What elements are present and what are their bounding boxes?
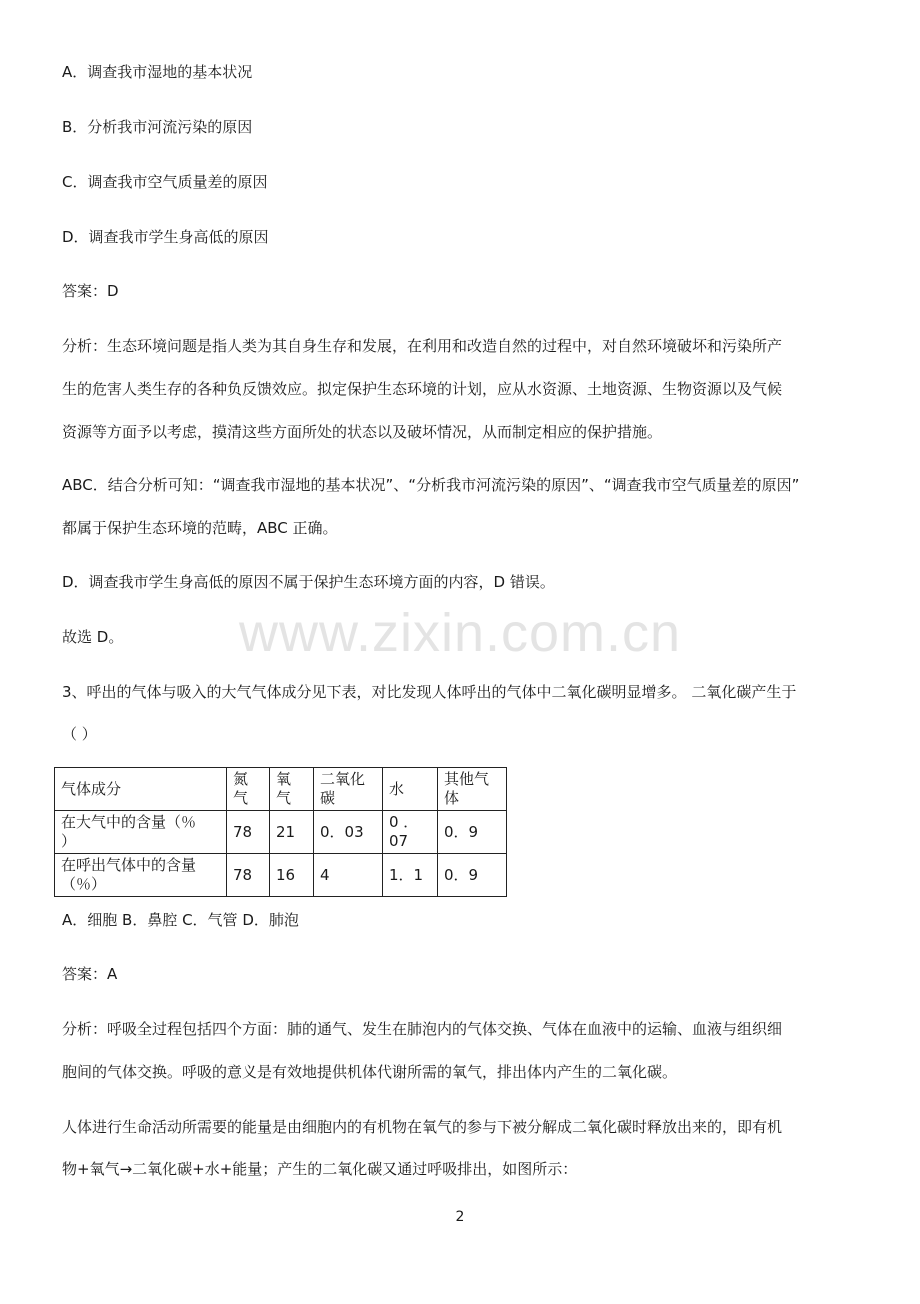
analysis-q3: 分析：呼吸全过程包括四个方面：肺的通气、发生在肺泡内的气体交换、气体在血液中的运输、血液与组织细	[62, 1020, 783, 1038]
abc-explanation: ABC．结合分析可知：“调查我市湿地的基本状况”、“分析我市河流污染的原因”、“调查我市空气质量差的原因”	[62, 476, 800, 494]
options-q3: A．细胞 B．鼻腔 C．气管 D．肺泡	[62, 911, 299, 929]
table-cell: 在大气中的含量（％ ）	[55, 811, 227, 854]
table-row	[55, 811, 507, 854]
energy-paragraph: 人体进行生命活动所需要的能量是由细胞内的有机物在氧气的参与下被分解成二氧化碳时释放出来的，即有机	[62, 1118, 783, 1136]
table-cell: 16	[270, 854, 314, 897]
table-cell: 78	[227, 811, 270, 854]
energy-paragraph: 物+氧气→二氧化碳+水+能量；产生的二氧化碳又通过呼吸排出，如图所示：	[62, 1160, 578, 1178]
table-header-row	[55, 768, 507, 811]
abc-explanation: 都属于保护生态环境的范畴，ABC 正确。	[62, 519, 338, 537]
table-cell: 0．9	[438, 854, 507, 897]
header-cell: 二氧化 碳	[314, 768, 383, 811]
header-cell: 气体成分	[55, 768, 227, 811]
question-3: 3、呼出的气体与吸入的大气气体成分见下表，对比发现人体呼出的气体中二氧化碳明显增多。 二氧化碳产生于	[62, 683, 797, 701]
header-cell: 氮 气	[227, 768, 270, 811]
d-explanation: D．调查我市学生身高低的原因不属于保护生态环境方面的内容，D 错误。	[62, 573, 555, 591]
option-c: C．调查我市空气质量差的原因	[62, 173, 268, 191]
header-cell: 氧 气	[270, 768, 314, 811]
page-number: 2	[455, 1209, 465, 1225]
question-3-bracket: （ ）	[62, 725, 97, 743]
table-cell: 在呼出气体中的含量 （％）	[55, 854, 227, 897]
answer-line: 答案：D	[62, 282, 119, 300]
analysis-line: 资源等方面予以考虑，摸清这些方面所处的状态以及破坏情况，从而制定相应的保护措施。	[62, 423, 663, 441]
analysis-line: 生的危害人类生存的各种负反馈效应。拟定保护生态环境的计划，应从水资源、土地资源、生物资源以及气候	[62, 380, 783, 398]
table-cell: 1．1	[383, 854, 438, 897]
watermark: www.zixin.com.cn	[238, 603, 682, 663]
analysis-q3: 胞间的气体交换。呼吸的意义是有效地提供机体代谢所需的氧气，排出体内产生的二氧化碳。	[62, 1063, 678, 1081]
header-cell: 水	[383, 768, 438, 811]
header-cell: 其他气 体	[438, 768, 507, 811]
answer-q3: 答案：A	[62, 965, 118, 983]
analysis-line: 分析：生态环境问题是指人类为其自身生存和发展，在利用和改造自然的过程中，对自然环境破坏和污染所产	[62, 337, 783, 355]
option-d: D．调查我市学生身高低的原因	[62, 228, 269, 246]
table-row	[55, 854, 507, 897]
table-cell: 0．9	[438, 811, 507, 854]
option-b: B．分析我市河流污染的原因	[62, 118, 253, 136]
table-cell: 78	[227, 854, 270, 897]
table-cell: 0 ． 07	[383, 811, 438, 854]
table-cell: 4	[314, 854, 383, 897]
table-cell: 21	[270, 811, 314, 854]
final-choice: 故选 D。	[62, 628, 124, 646]
gas-composition-table	[54, 767, 507, 897]
table-cell: 0．03	[314, 811, 383, 854]
option-a: A．调查我市湿地的基本状况	[62, 63, 253, 81]
